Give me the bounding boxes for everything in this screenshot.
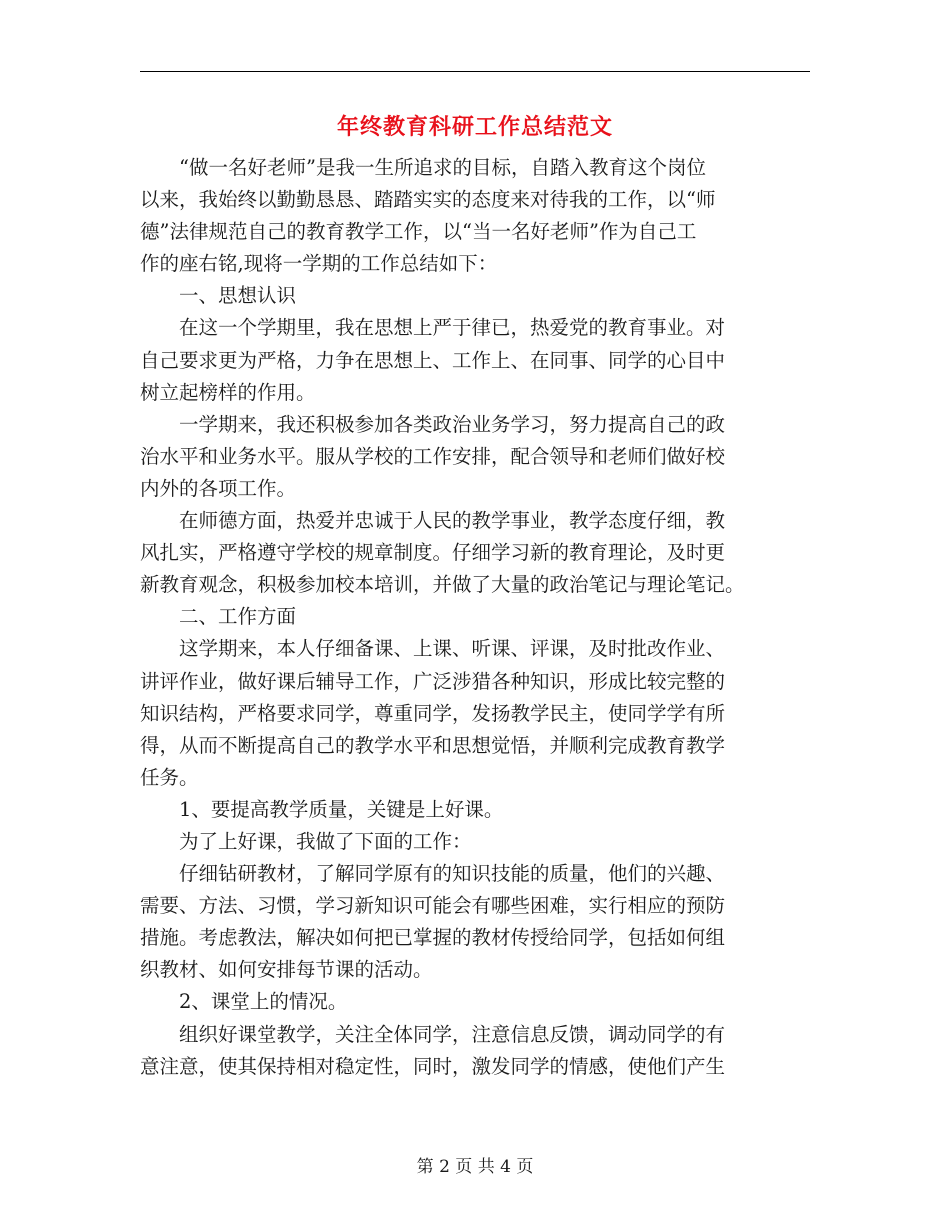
document-body (140, 152, 810, 1083)
page-number-label: 第 2 页 共 4 页 (416, 1157, 534, 1177)
document-title: 年终教育科研工作总结范文 (336, 114, 613, 140)
body-line: 治水平和业务水平。服从学校的工作安排，配合领导和老师们做好校 (140, 444, 726, 468)
body-line: 为了上好课，我做了下面的工作： (140, 829, 472, 853)
page-footer (140, 1152, 810, 1177)
section-heading: 二、工作方面 (140, 605, 297, 629)
body-line: 以来，我始终以勤勤恳恳、踏踏实实的态度来对待我的工作，以“师 (140, 188, 716, 212)
body-line: 自己要求更为严格，力争在思想上、工作上、在同事、同学的心目中 (140, 348, 726, 372)
body-line: 内外的各项工作。 (140, 476, 297, 500)
subsection-heading: 1、要提高教学质量，关键是上好课。 (140, 797, 504, 821)
body-line: 这学期来，本人仔细备课、上课、听课、评课，及时批改作业、 (140, 637, 726, 661)
body-line: 德”法律规范自己的教育教学工作，以“当一名好老师”作为自己工 (140, 220, 697, 244)
subsection-heading: 2、课堂上的情况。 (140, 990, 348, 1014)
body-line: 得，从而不断提高自己的教学水平和思想觉悟，并顺利完成教育教学 (140, 733, 726, 757)
body-line: 树立起榜样的作用。 (140, 380, 316, 404)
body-line: 在师德方面，热爱并忠诚于人民的教学事业，教学态度仔细，教 (140, 509, 726, 533)
body-line: 在这一个学期里，我在思想上严于律已，热爱党的教育事业。对 (140, 316, 726, 340)
header-rule (140, 71, 810, 72)
body-line: 新教育观念，积极参加校本培训，并做了大量的政治笔记与理论笔记。 (140, 573, 745, 597)
body-line: 一学期来，我还积极参加各类政治业务学习，努力提高自己的政 (140, 412, 726, 436)
body-line: 风扎实，严格遵守学校的规章制度。仔细学习新的教育理论，及时更 (140, 541, 726, 565)
body-line: 织教材、如何安排每节课的活动。 (140, 958, 433, 982)
body-line: 知识结构，严格要求同学，尊重同学，发扬教学民主，使同学学有所 (140, 701, 726, 725)
body-line: 作的座右铭,现将一学期的工作总结如下： (140, 252, 498, 276)
body-line: 仔细钻研教材，了解同学原有的知识技能的质量，他们的兴趣、 (140, 862, 726, 886)
body-line: 意注意，使其保持相对稳定性，同时，激发同学的情感，使他们产生 (140, 1054, 726, 1078)
body-line: 讲评作业，做好课后辅导工作，广泛涉猎各种知识，形成比较完整的 (140, 669, 726, 693)
body-line: 组织好课堂教学，关注全体同学，注意信息反馈，调动同学的有 (140, 1022, 726, 1046)
body-line: 措施。考虑教法，解决如何把已掌握的教材传授给同学，包括如何组 (140, 926, 726, 950)
body-line: “做一名好老师”是我一生所追求的目标，自踏入教育这个岗位 (140, 156, 706, 179)
body-line: 任务。 (140, 765, 199, 789)
section-heading: 一、思想认识 (140, 284, 297, 308)
body-line: 需要、方法、习惯，学习新知识可能会有哪些困难，实行相应的预防 (140, 894, 726, 918)
